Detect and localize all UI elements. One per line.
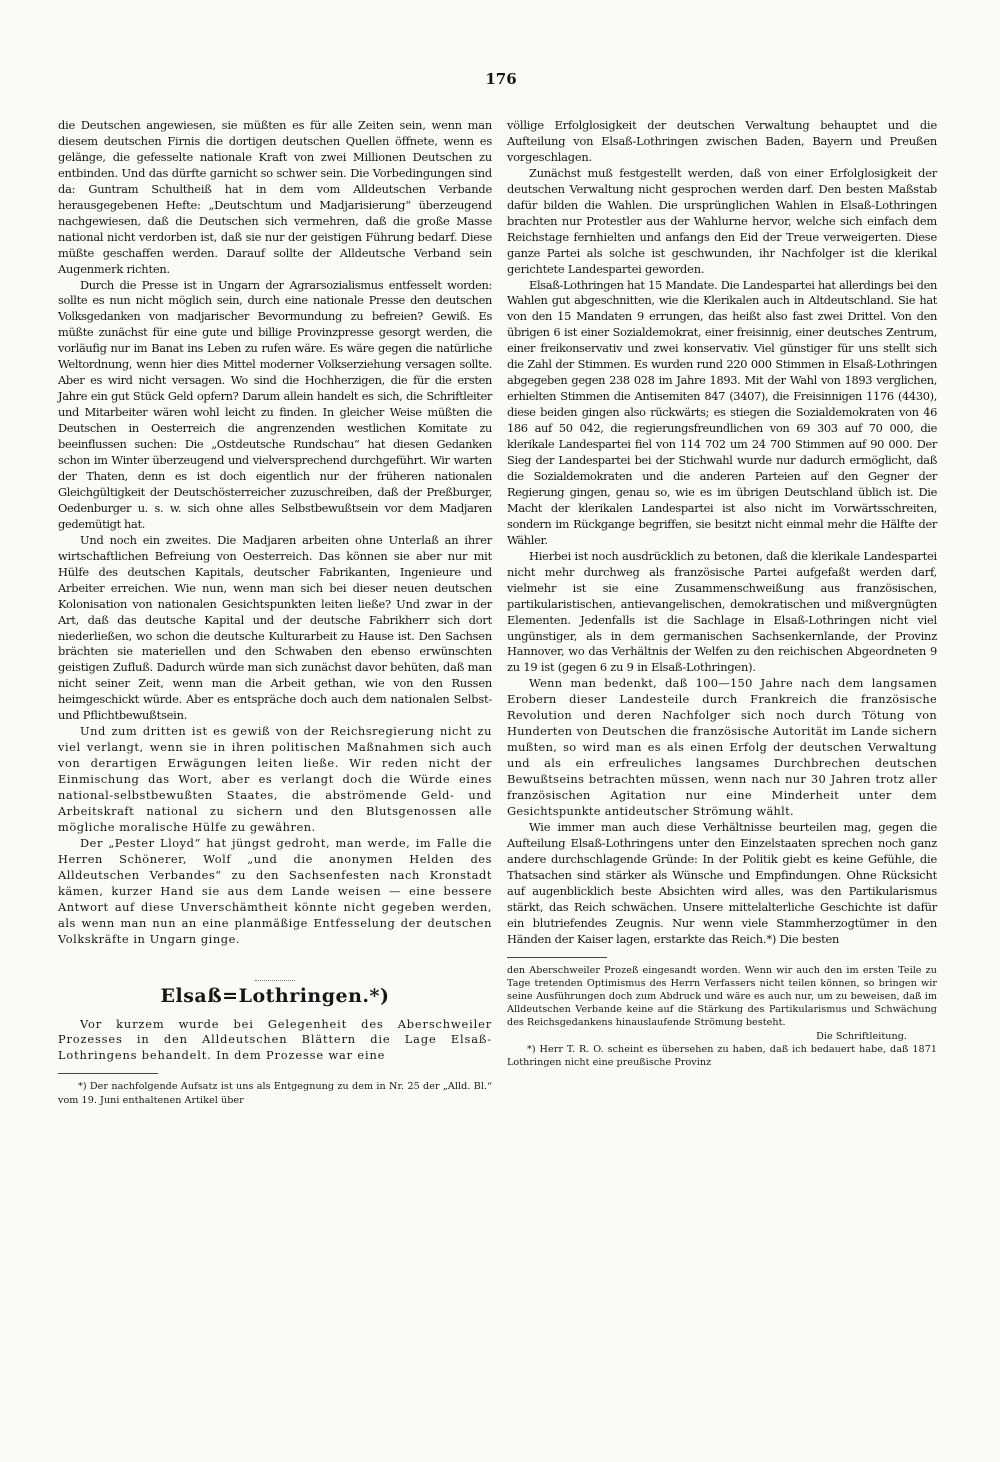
paragraph: Wenn man bedenkt, daß 100—150 Jahre nach dem langsamen Erobern dieser Landesteile durch Frankreich die französische Revolution und deren Nachfolger sich noch durch Tötung von Hunderten von Deutschen die französische Autorität im Lande sichern mußten, so wird man es als einen Erfolg der deutschen Verwaltung und als ein erfreuliches langsames Durchbrechen deutschen Bewußtseins betrachten müssen, wenn nach nur 30 Jahren trotz aller französischen Agitation nur eine Minderheit unter dem Gesichtspunkte antideutscher Strömung wählt. <box>507 676 937 818</box>
paragraph: Und zum dritten ist es gewiß von der Reichsregierung nicht zu viel verlangt, wenn sie in ihren politischen Maßnahmen sich auch von derartigen Erwägungen leiten ließe. Wir reden nicht der Einmischung das Wort, aber es verlangt doch die Würde eines national-selbstbewußten Staates, die abströmende Geld- und Arbeitskraft national zu sichern und den Blutsgenossen alle mögliche moralische Hülfe zu gewähren. <box>58 724 492 834</box>
section-separator <box>255 966 295 981</box>
left-column <box>58 118 492 1107</box>
footnote-signature: Die Schriftleitung. <box>816 1030 907 1042</box>
paragraph: die Deutschen angewiesen, sie müßten es für alle Zeiten sein, wenn man diesem deutschen Firnis die dortigen deutschen Quellen öffnete, wenn es gelänge, die gefesselte nationale Kraft von zwei Millionen Deutschen zu entbinden. Und das dürfte garnicht so schwer sein. Die Vorbedingungen sind da: Guntram Schultheiß hat in dem vom Alldeutschen Verbande herausgegebenen Hefte: „Deutschtum und Madjarisierung“ überzeugend nachgewiesen, daß die Deutschen sich vermehren, daß die große Masse national nicht verdorben ist, daß sie nur der geistigen Führung bedarf. Diese müßte geschaffen werden. Darauf sollte der Alldeutsche Verband sein Augenmerk richten. <box>58 118 492 276</box>
paragraph: Elsaß-Lothringen hat 15 Mandate. Die Landespartei hat allerdings bei den Wahlen gut abgeschnitten, wie die Klerikalen auch in Altdeutschland. Sie hat von den 15 Mandaten 9 errungen, das heißt also fast zwei Drittel. Von den übrigen 6 ist einer Sozialdemokrat, einer freisinnig, einer deutsches Zentrum, einer freikonservativ und zwei konservativ. Viel günstiger für uns stellt sich die Zahl der Stimmen. Es wurden rund 220 000 Stimmen in Elsaß-Lothringen abgegeben gegen 238 028 im Jahre 1893. Mit der Wahl von 1893 verglichen, erhielten Stimmen die Antisemiten 847 (3407), die Freisinnigen 1176 (4430), diese beiden gingen also rückwärts; es stiegen die Sozialdemokraten von 46 186 auf 50 042, die regierungsfreundlichen von 69 303 auf 70 000, die klerikale Landespartei fiel von 114 702 um 24 700 Stimmen auf 90 000. Der Sieg der Landespartei bei der Stichwahl wurde nur dadurch ermöglicht, daß die Sozialdemokraten und die anderen Parteien auf den Gegner der Regierung gingen, genau so, wie es im übrigen Deutschland üblich ist. Die Macht der klerikalen Landespartei ist also nicht im Vorwärtsschreiten, sondern im Rückgange begriffen, sie besitzt nicht einmal mehr die Hälfte der Wähler. <box>507 277 937 547</box>
paragraph: Der „Pester Lloyd“ hat jüngst gedroht, man werde, im Falle die Herren Schönerer, Wolf „und die anonymen Helden des Alldeutschen Verbandes“ zu den Sachsenfesten nach Kronstadt kämen, kurzer Hand sie aus dem Lande weisen — eine bessere Antwort auf diese Unverschämtheit könnte nicht gegeben werden, als wenn man nun an eine planmäßige Entfesselung der deutschen Volkskräfte in Ungarn ginge. <box>58 835 492 946</box>
footnote-text: den Aberschweiler Prozeß eingesandt worden. Wenn wir auch den im ersten Teile zu Tage tretenden Optimismus des Herrn Verfassers nicht teilen können, so bringen wir seine Ausführungen doch zum Abdruck und wäre es auch nur, um zu beweisen, daß im Alldeutschen Verbande keine auf die Stärkung des Partikularismus und Schwächung des Reichsgedankens hinauslaufende Strömung besteht. <box>507 964 937 1029</box>
article-heading: Elsaß=Lothringen.*) <box>160 984 390 1007</box>
paragraph: Und noch ein zweites. Die Madjaren arbeiten ohne Unterlaß an ihrer wirtschaftlichen Befreiung von Oesterreich. Das können sie aber nur mit Hülfe des deutschen Kapitals, deutscher Fabrikanten, Ingenieure und Arbeiter erreichen. Wie nun, wenn man sich bei dieser neuen deutschen Kolonisation von nationalen Gesichtspunkten leiten ließe? Und zwar in der Art, daß das deutsche Kapital und der deutsche Fabrikherr sich dort niederließen, wo schon die deutsche Kulturarbeit zu Hause ist. Den Sachsen brächten sie materiellen und den Schwaben den ebenso erwünschten geistigen Zufluß. Dadurch würde man sich zunächst davor behüten, daß man nicht seiner Zeit, wenn man die Arbeit gethan, wie von den Russen heimgeschickt würde. Aber es entspräche doch auch dem nationalen Selbst- und Pflichtbewußtsein. <box>58 532 492 723</box>
right-column <box>507 118 937 1069</box>
footnote-continuation <box>507 964 937 1070</box>
paragraph: Vor kurzem wurde bei Gelegenheit des Aberschweiler Prozesses in den Alldeutschen Blättern die Lage Elsaß-Lothringens behandelt. In dem Prozesse war eine <box>58 1016 492 1063</box>
footnote-text: *) Der nachfolgende Aufsatz ist uns als Entgegnung zu dem in Nr. 25 der „Alld. Bl.“ vom 19. Juni enthaltenen Artikel über <box>58 1081 492 1106</box>
paragraph: Zunächst muß festgestellt werden, daß von einer Erfolglosigkeit der deutschen Verwaltung nicht gesprochen werden darf. Den besten Maßstab dafür bilden die Wahlen. Die ursprünglichen Wahlen in Elsaß-Lothringen brachten nur Protestler aus der Wahlurne hervor, welche sich einfach dem Reichstage fernhielten und anfangs den Eid der Treue verweigerten. Diese ganze Partei als solche ist geschwunden, ihr Nachfolger ist die klerikal gerichtete Landespartei geworden. <box>507 165 937 276</box>
footnote-text: *) Herr T. R. O. scheint es übersehen zu haben, daß ich bedauert habe, daß 1871 Lothringen nicht eine preußische Provinz <box>507 1043 937 1068</box>
footnote-rule <box>507 957 607 958</box>
paragraph: Durch die Presse ist in Ungarn der Agrarsozialismus entfesselt worden: sollte es nun nicht möglich sein, durch eine nationale Presse den deutschen Volksgedanken von madjarischer Bevormundung zu befreien? Gewiß. Es müßte zunächst für eine gute und billige Provinzpresse gesorgt werden, die vorläufig nur im Banat ins Leben zu rufen wäre. Es wäre gegen die natürliche Weltordnung, wenn hier dies Mittel moderner Volkserziehung versagen sollte. Aber es wird nicht versagen. Wo sind die Hochherzigen, die für die ersten Jahre ein gut Stück Geld opfern? Darum allein handelt es sich, die Schriftleiter und Mitarbeiter wären wohl leicht zu finden. In gleicher Weise müßten die Deutschen in Oesterreich die angrenzenden westlichen Komitate zu beeinflussen suchen: Die „Ostdeutsche Rundschau“ hat diesen Gedanken schon im Winter überzeugend und vielversprechend durchgeführt. Wir warten der Thaten, denn es ist doch eigentlich nur der früheren nationalen Gleichgültigkeit der Deutschösterreicher zuzuschreiben, daß der Preßburger, Oedenburger u. s. w. sich ohne alles Selbstbewußtsein vor dem Madjaren gedemütigt hat. <box>58 277 492 531</box>
paragraph: Hierbei ist noch ausdrücklich zu betonen, daß die klerikale Landespartei nicht mehr durchweg als französische Partei aufgefaßt werden darf, vielmehr ist sie eine Zusammenschweißung aus französischen, partikularistischen, antievangelischen, demokratischen und mißvergnügten Elementen. Jedenfalls ist die Sachlage in Elsaß-Lothringen nicht viel ungünstiger, als in dem germanischen Sachsenkernlande, der Provinz Hannover, wo das Verhältnis der Welfen zu den reichischen Abgeordneten 9 zu 19 ist (gegen 6 zu 9 in Elsaß-Lothringen). <box>507 548 937 675</box>
paragraph: völlige Erfolglosigkeit der deutschen Verwaltung behauptet und die Aufteilung von Elsaß-Lothringen zwischen Baden, Bayern und Preußen vorgeschlagen. <box>507 118 937 164</box>
page-number: 176 <box>485 70 517 88</box>
footnote-rule <box>58 1073 158 1074</box>
footnote <box>58 1080 492 1106</box>
paragraph: Wie immer man auch diese Verhältnisse beurteilen mag, gegen die Aufteilung Elsaß-Lothringens unter den Einzelstaaten sprechen noch ganz andere durchschlagende Gründe: In der Politik giebt es keine Gefühle, die Thatsachen sind stärker als Wünsche und Empfindungen. Ohne Rücksicht auf augenblicklich beste Absichten wird alles, was den Partikularismus stärkt, das Reich schwächen. Unsere mittelalterliche Geschichte ist dafür ein blutriefendes Zeugnis. Nur wenn viele Stammherzogtümer in den Händen der Kaiser lagen, erstarkte das Reich.*) Die besten <box>507 819 937 946</box>
